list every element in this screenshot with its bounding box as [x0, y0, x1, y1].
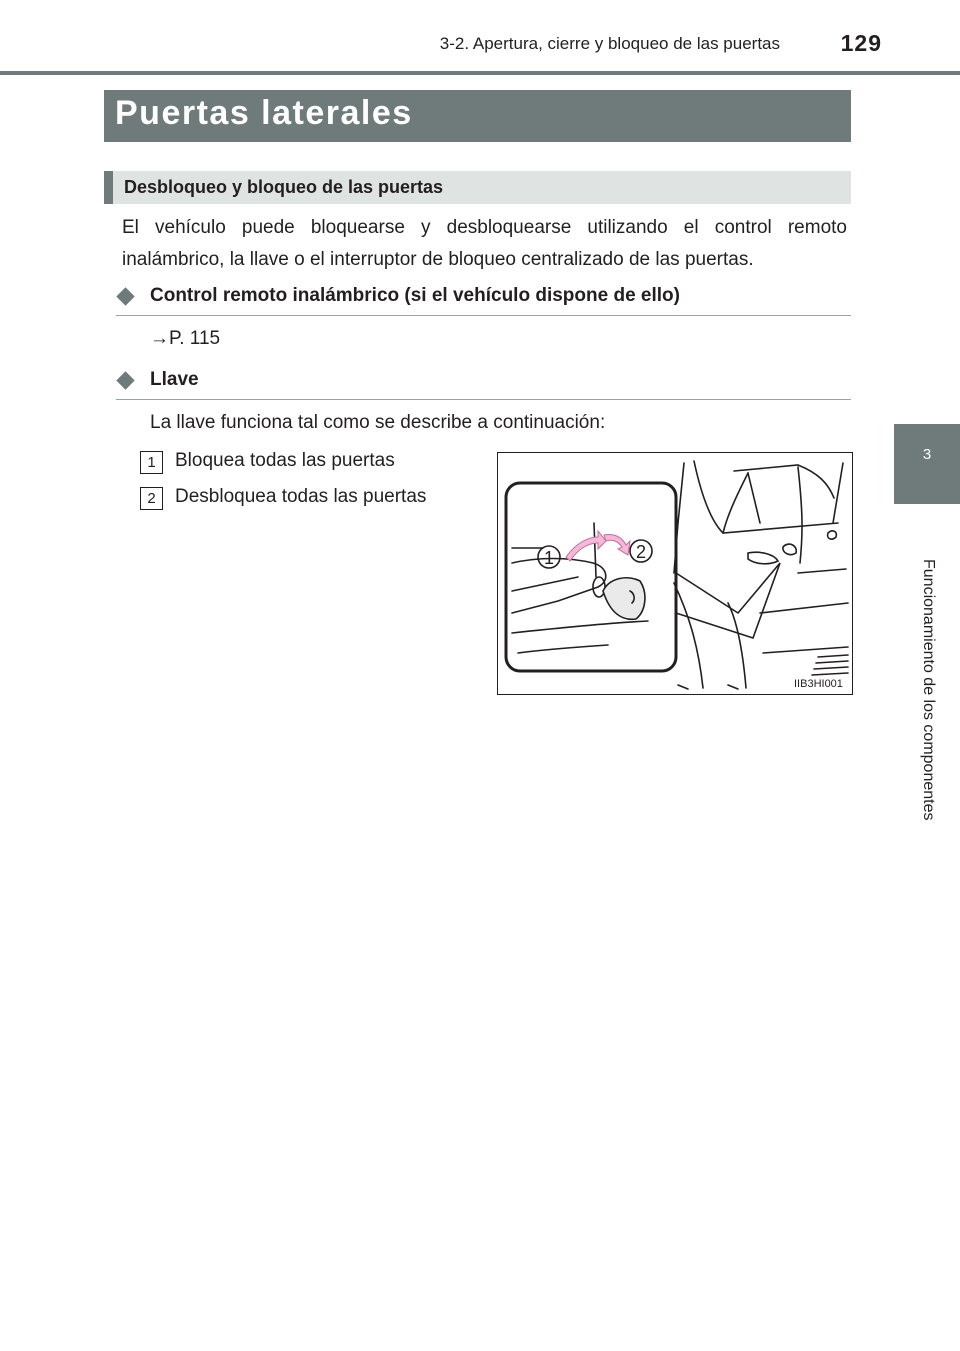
- door-lock-drawing: [498, 453, 852, 694]
- header-rule: [0, 71, 960, 75]
- diamond-bullet-icon: [116, 371, 134, 389]
- intro-paragraph: El vehículo puede bloquearse y desbloquearse utilizando el control remoto inalámbrico, la llave o el interruptor de bloqueo centralizado de las puertas.: [122, 217, 847, 270]
- step-text: Desbloquea todas las puertas: [175, 486, 427, 507]
- chapter-number: 3: [922, 446, 932, 463]
- step-text: Bloquea todas las puertas: [175, 450, 395, 471]
- page-number: 129: [840, 30, 882, 56]
- item-heading-text: Llave: [150, 369, 199, 390]
- key-description: La llave funciona tal como se describe a continuación:: [150, 412, 606, 433]
- diamond-bullet-icon: [116, 287, 134, 305]
- chapter-side-tab: [894, 424, 960, 504]
- item-heading-text: Control remoto inalámbrico (si el vehículo dispone de ello): [150, 285, 680, 306]
- subheading: Desbloqueo y bloqueo de las puertas: [124, 177, 444, 197]
- page-title: Puertas laterales: [115, 94, 413, 132]
- item-heading-key: [116, 367, 851, 400]
- figure-code: IIB3HI001: [794, 678, 843, 690]
- chapter-caption: Funcionamiento de los componentes: [920, 559, 937, 821]
- door-lock-illustration: [497, 452, 853, 695]
- header-section-title: 3-2. Apertura, cierre y bloqueo de las puertas: [439, 34, 780, 53]
- item-heading-remote: [116, 283, 851, 316]
- page-reference-link[interactable]: →P. 115: [150, 328, 221, 349]
- subheading-bar: [104, 171, 851, 204]
- callout-2: 2: [635, 542, 647, 562]
- step-number-box: 2: [140, 487, 163, 510]
- callout-1: 1: [543, 548, 555, 568]
- title-bar: [104, 90, 851, 142]
- subheading-accent: [104, 171, 113, 204]
- step-number-box: 1: [140, 451, 163, 474]
